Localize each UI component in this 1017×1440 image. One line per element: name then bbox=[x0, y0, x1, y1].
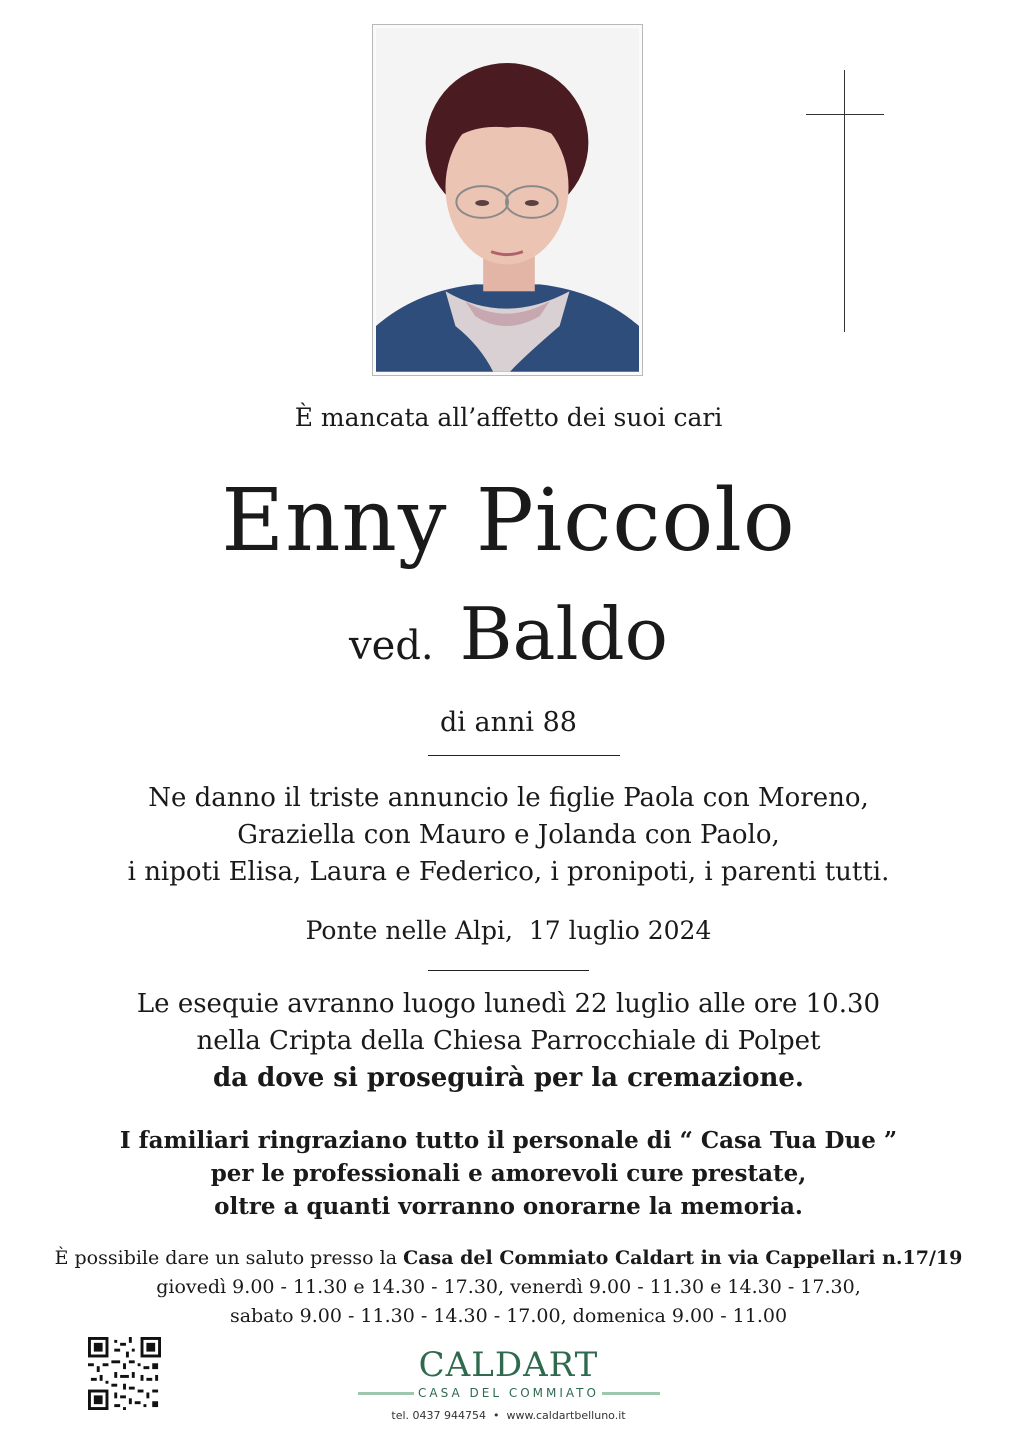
portrait-photo bbox=[372, 24, 643, 376]
funeral-info bbox=[0, 986, 1017, 1097]
thanks-line: I familiari ringraziano tutto il personale di “ Casa Tua Due ” bbox=[119, 1127, 898, 1154]
visit-line: sabato 9.00 - 11.30 - 14.30 - 17.00, domenica 9.00 - 11.00 bbox=[229, 1305, 788, 1327]
portrait-image bbox=[376, 28, 639, 372]
contact-info: tel. 0437 944754 • www.caldartbelluno.it bbox=[391, 1409, 626, 1422]
funeral-line: Le esequie avranno luogo lunedì 22 luglio alle ore 10.30 bbox=[136, 989, 881, 1019]
announcement-line: Graziella con Mauro e Jolanda con Paolo, bbox=[237, 820, 780, 850]
announcement-line: Ne danno il triste annuncio le figlie Paola con Moreno, bbox=[148, 783, 869, 813]
intro-text: È mancata all’affetto dei suoi cari bbox=[294, 403, 723, 432]
divider bbox=[428, 970, 589, 971]
visit-prefix: È possibile dare un saluto presso la bbox=[54, 1247, 404, 1269]
caldart-logo: CALDART bbox=[418, 1345, 599, 1385]
divider bbox=[428, 755, 620, 756]
funeral-line: nella Cripta della Chiesa Parrocchiale di Polpet bbox=[196, 1026, 821, 1056]
announcement bbox=[0, 780, 1017, 891]
deceased-name: Enny Piccolo bbox=[221, 471, 796, 571]
thanks-line: per le professionali e amorevoli cure prestate, bbox=[210, 1160, 807, 1187]
visiting-hours bbox=[0, 1244, 1017, 1331]
age-text: di anni 88 bbox=[440, 707, 577, 738]
place-date: Ponte nelle Alpi, 17 luglio 2024 bbox=[305, 916, 712, 945]
visit-line bbox=[0, 1244, 1017, 1273]
visit-line: giovedì 9.00 - 11.30 e 14.30 - 17.30, venerdì 9.00 - 11.30 e 14.30 - 17.30, bbox=[156, 1276, 861, 1298]
logo-subtitle: CASA DEL COMMIATO bbox=[418, 1386, 599, 1400]
announcement-line: i nipoti Elisa, Laura e Federico, i pronipoti, i parenti tutti. bbox=[127, 857, 890, 887]
married-surname: Baldo bbox=[459, 592, 668, 676]
thanks-line: oltre a quanti vorranno onorarne la memoria. bbox=[214, 1193, 803, 1220]
thanks-section bbox=[0, 1124, 1017, 1223]
visit-location: Casa del Commiato Caldart in via Cappellari n.17/19 bbox=[403, 1247, 963, 1269]
deceased-married-name bbox=[0, 594, 1017, 694]
widow-prefix: ved. bbox=[349, 623, 434, 669]
funeral-line: da dove si proseguirà per la cremazione. bbox=[213, 1063, 804, 1093]
